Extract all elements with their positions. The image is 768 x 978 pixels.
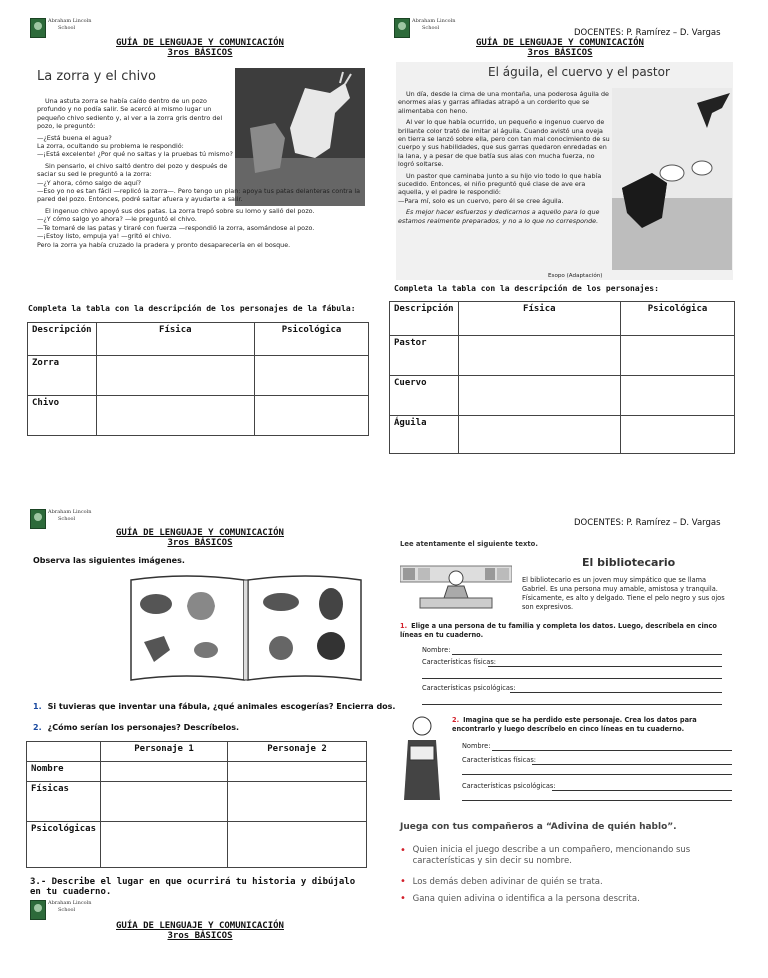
school-crest-icon xyxy=(394,18,410,38)
row-label: Pastor xyxy=(390,336,459,376)
guide-title: GUÍA DE LENGUAJE Y COMUNICACIÓN xyxy=(116,921,284,931)
answer-line[interactable] xyxy=(422,704,722,705)
animals-book-illustration xyxy=(126,572,366,684)
table-header: Psicológica xyxy=(621,302,735,336)
field-label: Nombre: xyxy=(422,646,451,654)
guide-header xyxy=(60,38,340,58)
story-paragraph: Un día, desde la cima de una montaña, una poderosa águila de enormes alas y garras afiladas atrapó a un corderito que se alimentaba con heno. xyxy=(398,90,609,115)
guide-grade: 3ros BÁSICOS xyxy=(527,48,593,58)
logo-line1: Abraham Lincoln xyxy=(48,18,92,24)
guide-title: GUÍA DE LENGUAJE Y COMUNICACIÓN xyxy=(116,38,284,48)
logo-line2: School xyxy=(422,25,440,31)
story-paragraph: —¿Y ahora, cómo salgo de aquí? xyxy=(37,178,142,187)
answer-line[interactable] xyxy=(462,774,732,775)
item-1 xyxy=(400,622,730,640)
table-cell[interactable] xyxy=(101,762,228,782)
row-label: Cuervo xyxy=(390,376,459,416)
row-label: Águila xyxy=(390,416,459,454)
row-label: Físicas xyxy=(27,782,101,822)
guide-title: GUÍA DE LENGUAJE Y COMUNICACIÓN xyxy=(116,528,284,538)
story-title: La zorra y el chivo xyxy=(37,69,156,84)
table-header: Personaje 2 xyxy=(228,742,367,762)
question-text: ¿Cómo serían los personajes? Descríbelos. xyxy=(47,723,240,732)
field-label: Características físicas: xyxy=(462,756,536,764)
guide-title: GUÍA DE LENGUAJE Y COMUNICACIÓN xyxy=(476,38,644,48)
docentes-label: DOCENTES: P. Ramírez – D. Vargas xyxy=(574,518,721,528)
row-label: Chivo xyxy=(28,396,97,436)
read-instruction: Lee atentamente el siguiente texto. xyxy=(400,540,538,548)
guide-header xyxy=(60,921,340,941)
game-rule xyxy=(400,893,730,905)
characters-table xyxy=(389,301,735,454)
table-cell[interactable] xyxy=(458,376,620,416)
table-header: Descripción xyxy=(390,302,459,336)
story-paragraph: —¿Y cómo salgo yo ahora? —le preguntó el chivo. xyxy=(37,215,197,224)
item-number: 1. xyxy=(400,622,408,630)
question-text: Si tuvieras que inventar una fábula, ¿qué animales escogerías? Encierra dos. xyxy=(47,702,396,711)
school-crest-icon xyxy=(30,509,46,529)
answer-line[interactable] xyxy=(488,666,722,667)
story-source: Esopo (Adaptación) xyxy=(548,273,603,279)
item-text: Elige a una persona de tu familia y completa los datos. Luego, descríbela en cinco líneas en tu cuaderno. xyxy=(400,622,717,639)
table-header xyxy=(27,742,101,762)
story-text xyxy=(37,97,362,252)
answer-line[interactable] xyxy=(532,764,732,765)
table-header: Física xyxy=(96,323,254,356)
game-rule xyxy=(400,845,730,867)
item-2 xyxy=(452,716,732,734)
story-paragraph: Un pastor que caminaba junto a su hijo vio todo lo que había sucedido. Entonces, el niño preguntó qué clase de ave era aquella, y el padre le respondió: xyxy=(398,171,602,197)
school-crest-icon xyxy=(30,18,46,38)
table-cell[interactable] xyxy=(228,782,367,822)
question-2 xyxy=(33,723,239,732)
characters-table xyxy=(27,322,369,436)
item-number: 2. xyxy=(452,716,460,724)
table-header: Personaje 1 xyxy=(101,742,228,762)
story-paragraph: —Eso yo no es tan fácil —replicó la zorra—. Pero tengo un plan: apoya tus patas delanteras contra la pared del pozo. Entonces, podré saltar afuera y ayudarte a salir. xyxy=(37,187,361,204)
characters-table xyxy=(26,741,367,868)
guide-grade: 3ros BÁSICOS xyxy=(167,48,233,58)
school-logo xyxy=(30,18,90,40)
school-logo xyxy=(30,900,90,922)
story-paragraph: —Para mí, solo es un cuervo, pero él se cree águila. xyxy=(398,196,564,205)
answer-line[interactable] xyxy=(492,750,732,751)
story-title: El bibliotecario xyxy=(582,556,676,569)
game-title: Juega con tus compañeros a “Adivina de quién hablo”. xyxy=(400,822,677,832)
bullet-icon: • xyxy=(400,845,406,856)
story-paragraph: —¡Estoy listo, empuja ya! —gritó el chivo. xyxy=(37,232,172,241)
answer-line[interactable] xyxy=(552,790,732,791)
game-rule-text: Los demás deben adivinar de quién se trata. xyxy=(412,877,603,887)
answer-line[interactable] xyxy=(510,692,722,693)
question-number: 1. xyxy=(33,702,42,711)
logo-line2: School xyxy=(58,907,76,913)
game-rule xyxy=(400,876,730,888)
observe-instruction: Observa las siguientes imágenes. xyxy=(33,556,185,565)
story-paragraph: —¡Está excelente! ¿Por qué no saltas y la pruebas tú mismo? xyxy=(37,150,233,159)
table-cell[interactable] xyxy=(101,822,228,868)
story-title: El águila, el cuervo y el pastor xyxy=(488,65,670,79)
row-label: Nombre xyxy=(27,762,101,782)
table-instruction: Completa la tabla con la descripción de los personajes de la fábula: xyxy=(28,304,356,313)
game-rule-text: Gana quien adivina o identifica a la persona descrita. xyxy=(412,894,640,904)
table-cell[interactable] xyxy=(458,336,620,376)
answer-line[interactable] xyxy=(422,678,722,679)
story-paragraph: Una astuta zorra se había caído dentro de un pozo profundo y no podía salir. Se acercó al mismo lugar un pequeño chivo sediento y, al ver a la zorra gris dentro del pozo, le preguntó: xyxy=(37,97,223,131)
guide-grade: 3ros BÁSICOS xyxy=(167,931,233,941)
story-paragraph: Sin pensarlo, el chivo saltó dentro del pozo y después de saciar su sed le preguntó a la zorra: xyxy=(37,161,228,179)
table-cell[interactable] xyxy=(101,782,228,822)
story-moral: Es mejor hacer esfuerzos y dedicarnos a aquello para lo que estamos realmente preparados, y no a lo que no corresponde. xyxy=(398,208,600,225)
school-logo xyxy=(394,18,454,40)
field-label: Características físicas: xyxy=(422,658,496,666)
table-instruction: Completa la tabla con la descripción de los personajes: xyxy=(394,284,659,293)
story-text xyxy=(398,90,612,228)
table-header: Física xyxy=(458,302,620,336)
logo-line1: Abraham Lincoln xyxy=(48,509,92,515)
field-label: Nombre: xyxy=(462,742,491,750)
row-label: Psicológicas xyxy=(27,822,101,868)
bullet-icon: • xyxy=(400,876,406,887)
old-man-illustration xyxy=(400,712,444,804)
question-1 xyxy=(33,702,395,711)
table-cell[interactable] xyxy=(621,376,735,416)
table-cell[interactable] xyxy=(228,762,367,782)
guide-grade: 3ros BÁSICOS xyxy=(167,538,233,548)
guide-header xyxy=(420,38,700,58)
logo-line1: Abraham Lincoln xyxy=(412,18,456,24)
story-paragraph: Al ver lo que había ocurrido, un pequeño e ingenuo cuervo de brillante color trató de imitar al águila. Cuando avistó una oveja en tierra se lanzó sobre ella, pero con tan mal conocimiento de su cuerpo y sus habilidades, que sus garras quedaron enredadas en la lana, y a pesar de que batía sus alas con mucha fuerza, no logró soltarse. xyxy=(398,118,610,169)
table-cell[interactable] xyxy=(228,822,367,868)
field-label: Características psicológicas: xyxy=(422,684,516,692)
story-paragraph: —¿Está buena el agua? xyxy=(37,133,112,142)
bullet-icon: • xyxy=(400,893,406,904)
logo-line1: Abraham Lincoln xyxy=(48,900,92,906)
row-label: Zorra xyxy=(28,356,97,396)
item-text: Imagina que se ha perdido este personaje. Crea los datos para encontrarlo y luego descríbelo en cinco líneas en tu cuaderno. xyxy=(452,716,697,733)
story-paragraph: La zorra, ocultando su problema le respondió: xyxy=(37,142,184,151)
story-paragraph: El ingenuo chivo apoyó sus dos patas. La zorra trepó sobre su lomo y salió del pozo. xyxy=(45,206,315,215)
school-crest-icon xyxy=(30,900,46,920)
field-label: Características psicológicas: xyxy=(462,782,556,790)
story-text: El bibliotecario es un joven muy simpático que se llama Gabriel. Es una persona muy amable, amistosa y tranquila. Físicamente, es alto y delgado. Tiene el pelo negro y sus ojos son expresivos. xyxy=(522,576,725,611)
docentes-label: DOCENTES: P. Ramírez – D. Vargas xyxy=(574,28,721,38)
table-header: Descripción xyxy=(28,323,97,356)
table-cell[interactable] xyxy=(621,416,735,454)
table-cell[interactable] xyxy=(255,396,369,436)
logo-line2: School xyxy=(58,516,76,522)
game-rule-text: Quien inicia el juego describe a un compañero, mencionando sus características y sin decir su nombre. xyxy=(412,845,691,866)
table-cell[interactable] xyxy=(255,356,369,396)
question-number: 2. xyxy=(33,723,42,732)
eagle-crow-shepherd-illustration xyxy=(612,88,732,270)
story-paragraph: —Te tomaré de las patas y tiraré con fuerza —respondió la zorra, asomándose al pozo. xyxy=(37,223,315,232)
table-cell[interactable] xyxy=(621,336,735,376)
librarian-illustration xyxy=(400,564,512,610)
logo-line2: School xyxy=(58,25,76,31)
table-header: Psicológica xyxy=(255,323,369,356)
table-cell[interactable] xyxy=(96,356,254,396)
table-cell[interactable] xyxy=(96,396,254,436)
question-3: 3.- Describe el lugar en que ocurrirá tu historia y dibújalo en tu cuaderno. xyxy=(30,877,356,897)
table-cell[interactable] xyxy=(458,416,620,454)
answer-line[interactable] xyxy=(452,654,722,655)
story-paragraph: Pero la zorra ya había cruzado la pradera y pronto desaparecería en el bosque. xyxy=(37,240,291,249)
answer-line[interactable] xyxy=(462,800,732,801)
guide-header xyxy=(60,528,340,548)
